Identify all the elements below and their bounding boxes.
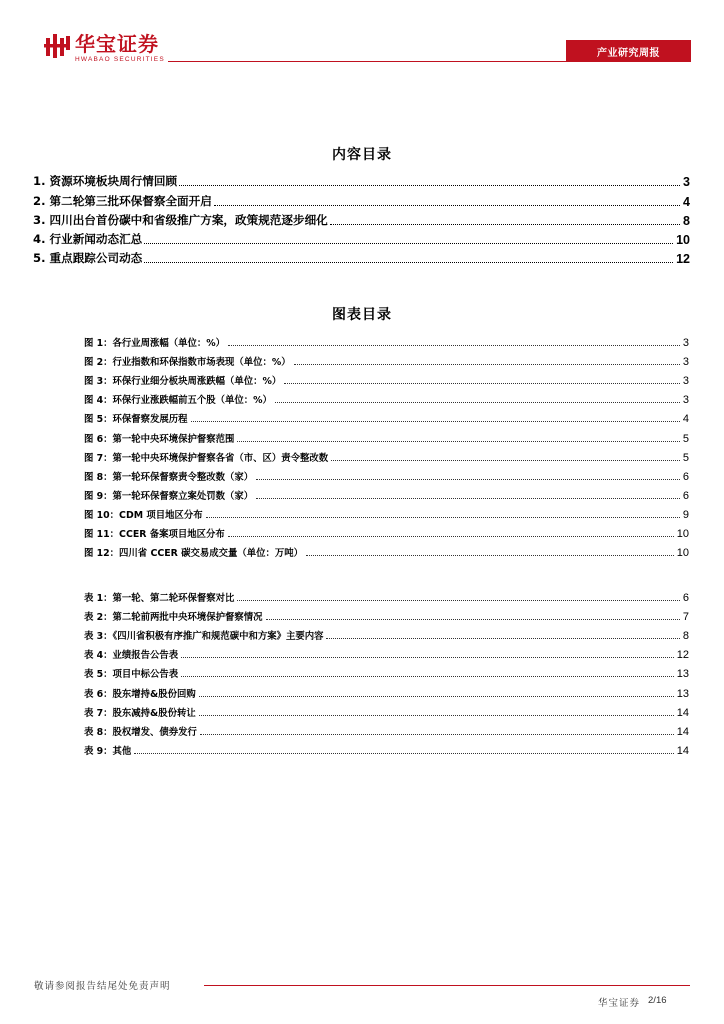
figures-title: 图表目录 bbox=[332, 307, 392, 323]
figure-entry[interactable] bbox=[84, 483, 689, 502]
logo-chinese-name: 华宝证券 bbox=[75, 32, 159, 56]
dot-leader bbox=[331, 460, 680, 461]
table-entry-page: 12 bbox=[676, 649, 689, 662]
figure-entry[interactable] bbox=[84, 502, 689, 521]
dot-leader bbox=[284, 383, 680, 384]
toc-entry-label: 1. 资源环境板块周行情回顾 bbox=[33, 174, 178, 189]
figure-entry-label: 图 9：第一轮环保督察立案处罚数（家） bbox=[84, 490, 254, 502]
dot-leader bbox=[181, 657, 674, 658]
footer-company: 华宝证券 bbox=[598, 998, 641, 1009]
figure-entry-page: 4 bbox=[682, 413, 689, 426]
toc-entry[interactable] bbox=[33, 189, 690, 208]
toc-title: 内容目录 bbox=[332, 147, 392, 163]
dot-leader bbox=[266, 619, 680, 620]
dot-leader bbox=[228, 345, 680, 346]
figure-entry-page: 3 bbox=[682, 356, 689, 369]
toc-entry[interactable] bbox=[33, 247, 690, 266]
figure-entry-page: 3 bbox=[682, 394, 689, 407]
table-entry[interactable] bbox=[84, 680, 689, 699]
toc-entry-label: 2. 第二轮第三批环保督察全面开启 bbox=[33, 193, 212, 208]
figure-entry[interactable] bbox=[84, 540, 689, 559]
table-entry[interactable] bbox=[84, 604, 689, 623]
figure-entry-label: 图 8：第一轮环保督察责令整改数（家） bbox=[84, 471, 254, 483]
hwabao-logo-icon bbox=[44, 33, 72, 59]
dot-leader bbox=[144, 262, 673, 263]
logo-english-name: HWABAO SECURITIES bbox=[75, 56, 165, 63]
toc-entry-page: 4 bbox=[683, 194, 690, 209]
dot-leader bbox=[306, 555, 674, 556]
dot-leader bbox=[214, 205, 680, 206]
table-entry[interactable] bbox=[84, 700, 689, 719]
dot-leader bbox=[330, 224, 680, 225]
dot-leader bbox=[144, 243, 673, 244]
figure-entry[interactable] bbox=[84, 330, 689, 349]
table-entry[interactable] bbox=[84, 738, 689, 757]
table-entry-page: 13 bbox=[676, 668, 689, 681]
toc-entry-page: 3 bbox=[683, 175, 690, 190]
figure-entry-label: 图 2：行业指数和环保指数市场表现（单位：%） bbox=[84, 357, 291, 369]
table-entry-page: 14 bbox=[676, 706, 689, 719]
figure-entry-page: 6 bbox=[682, 489, 689, 502]
dot-leader bbox=[294, 364, 680, 365]
footer-info bbox=[598, 995, 667, 1009]
figure-entry-label: 图 12：四川省 CCER 碳交易成交量（单位：万吨） bbox=[84, 548, 303, 560]
dot-leader bbox=[199, 715, 674, 716]
figure-entry-label: 图 5：环保督察发展历程 bbox=[84, 414, 188, 426]
toc-entry-page: 12 bbox=[676, 252, 690, 267]
table-entry-label: 表 4：业绩报告公告表 bbox=[84, 650, 179, 662]
figure-entry-page: 9 bbox=[682, 508, 689, 521]
table-entry[interactable] bbox=[84, 719, 689, 738]
dot-leader bbox=[134, 753, 673, 754]
table-entry-label: 表 8：股权增发、债券发行 bbox=[84, 726, 197, 738]
dot-leader bbox=[181, 676, 674, 677]
figure-entry[interactable] bbox=[84, 349, 689, 368]
table-entry-label: 表 3：《四川省积极有序推广和规范碳中和方案》主要内容 bbox=[84, 631, 324, 643]
toc-entry-page: 8 bbox=[683, 213, 690, 228]
dot-leader bbox=[228, 536, 674, 537]
dot-leader bbox=[237, 441, 679, 442]
figure-entry-page: 5 bbox=[682, 451, 689, 464]
tables-list bbox=[84, 585, 689, 757]
figure-entry[interactable] bbox=[84, 445, 689, 464]
table-entry-label: 表 1：第一轮、第二轮环保督察对比 bbox=[84, 593, 235, 605]
table-entry-page: 13 bbox=[676, 687, 689, 700]
dot-leader bbox=[199, 696, 674, 697]
toc-entry[interactable] bbox=[33, 228, 690, 247]
table-entry[interactable] bbox=[84, 642, 689, 661]
report-type-badge: 产业研究周报 bbox=[566, 40, 691, 62]
company-logo bbox=[44, 33, 165, 67]
figures-list bbox=[84, 330, 689, 559]
table-entry-page: 14 bbox=[676, 744, 689, 757]
page-number: 2/16 bbox=[648, 995, 667, 1006]
dot-leader bbox=[191, 421, 680, 422]
table-entry-label: 表 2：第二轮前两批中央环境保护督察情况 bbox=[84, 612, 263, 624]
contents-list bbox=[33, 170, 690, 266]
table-entry-label: 表 9：其他 bbox=[84, 745, 132, 757]
toc-entry-label: 4. 行业新闻动态汇总 bbox=[33, 232, 143, 247]
figure-entry[interactable] bbox=[84, 464, 689, 483]
table-entry-page: 6 bbox=[682, 592, 689, 605]
toc-entry-label: 3. 四川出台首份碳中和省级推广方案，政策规范逐步细化 bbox=[33, 212, 328, 227]
figure-entry[interactable] bbox=[84, 368, 689, 387]
figure-entry[interactable] bbox=[84, 387, 689, 406]
figure-entry[interactable] bbox=[84, 425, 689, 444]
figure-entry-label: 图 4：环保行业涨跌幅前五个股（单位：%） bbox=[84, 395, 272, 407]
figure-entry-label: 图 11：CCER 备案项目地区分布 bbox=[84, 529, 225, 541]
dot-leader bbox=[326, 638, 679, 639]
figure-entry-label: 图 6：第一轮中央环境保护督察范围 bbox=[84, 433, 235, 445]
toc-entry[interactable] bbox=[33, 170, 690, 189]
table-entry-label: 表 5：项目中标公告表 bbox=[84, 669, 179, 681]
figure-entry-page: 10 bbox=[676, 547, 689, 560]
dot-leader bbox=[237, 600, 679, 601]
figure-entry-page: 3 bbox=[682, 375, 689, 388]
figure-entry-label: 图 1：各行业周涨幅（单位：%） bbox=[84, 338, 226, 350]
toc-entry-page: 10 bbox=[676, 233, 690, 248]
figure-entry-page: 5 bbox=[682, 432, 689, 445]
table-entry[interactable] bbox=[84, 585, 689, 604]
figure-entry-page: 3 bbox=[682, 337, 689, 350]
table-entry-page: 7 bbox=[682, 611, 689, 624]
toc-entry-label: 5. 重点跟踪公司动态 bbox=[33, 251, 143, 266]
table-entry-label: 表 6：股东增持&股份回购 bbox=[84, 688, 196, 700]
page-header bbox=[0, 0, 724, 66]
figure-entry-label: 图 10：CDM 项目地区分布 bbox=[84, 509, 203, 521]
table-entry-page: 8 bbox=[682, 630, 689, 643]
dot-leader bbox=[179, 185, 680, 186]
table-entry-page: 14 bbox=[676, 725, 689, 738]
table-entry[interactable] bbox=[84, 661, 689, 680]
figure-entry[interactable] bbox=[84, 521, 689, 540]
table-entry[interactable] bbox=[84, 623, 689, 642]
dot-leader bbox=[275, 402, 680, 403]
toc-entry[interactable] bbox=[33, 209, 690, 228]
figure-entry-label: 图 7：第一轮中央环境保护督察各省（市、区）责令整改数 bbox=[84, 452, 329, 464]
dot-leader bbox=[206, 517, 680, 518]
figure-entry-page: 6 bbox=[682, 470, 689, 483]
figure-entry-page: 10 bbox=[676, 528, 689, 541]
dot-leader bbox=[256, 498, 680, 499]
figure-entry[interactable] bbox=[84, 406, 689, 425]
disclaimer-note: 敬请参阅报告结尾处免责声明 bbox=[34, 981, 171, 992]
table-entry-label: 表 7：股东减持&股份转让 bbox=[84, 707, 196, 719]
footer-divider bbox=[204, 985, 690, 986]
dot-leader bbox=[256, 479, 680, 480]
figure-entry-label: 图 3：环保行业细分板块周涨跌幅（单位：%） bbox=[84, 376, 282, 388]
dot-leader bbox=[200, 734, 674, 735]
